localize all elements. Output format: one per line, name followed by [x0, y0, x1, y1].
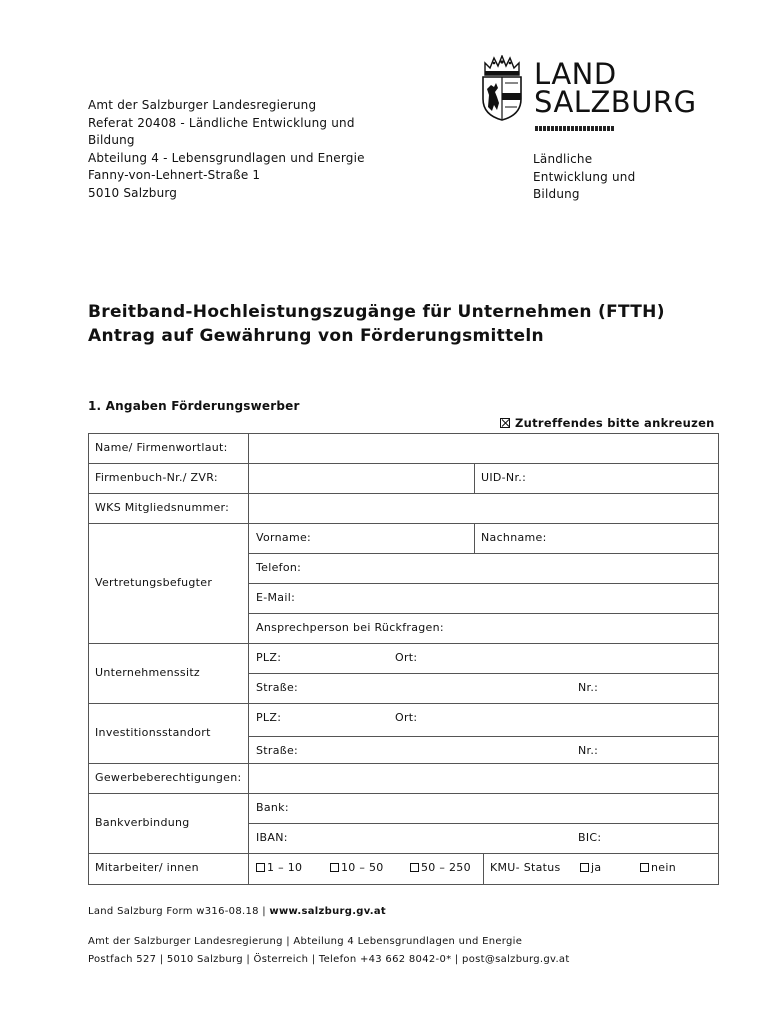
vertretungsbefugter-label: Vertretungsbefugter [95, 576, 213, 589]
address-line: Fanny-von-Lehnert-Straße 1 [88, 168, 261, 182]
option-label: 50 – 250 [421, 861, 471, 874]
checkbox-icon[interactable] [410, 863, 419, 872]
mitarbeiter-label: Mitarbeiter/ innen [95, 861, 199, 874]
section-heading: 1. Angaben Förderungswerber [88, 399, 300, 413]
sitz-ort-label: Ort: [395, 651, 418, 664]
investitionsstandort-label: Investitionsstandort [95, 726, 211, 739]
brand-wordmark-land: LAND [534, 57, 617, 91]
checkbox-icon[interactable] [256, 863, 265, 872]
uid-label: UID-Nr.: [481, 471, 527, 484]
invest-strasse-label: Straße: [256, 744, 299, 757]
range-10-50-option[interactable] [330, 861, 384, 875]
option-label: 10 – 50 [341, 861, 384, 874]
sitz-strasse-label: Straße: [256, 681, 299, 694]
address-line: 5010 Salzburg [88, 185, 178, 200]
invest-ort-label: Ort: [395, 711, 418, 724]
kmu-ja-option[interactable] [580, 861, 601, 875]
address-line: Referat 20408 - Ländliche Entwicklung und [88, 115, 355, 130]
footer-contact: Postfach 527 | 5010 Salzburg | Österreich | Telefon +43 662 8042-0* | post@salzburg.gv.at [88, 954, 570, 965]
form-id-text: Land Salzburg Form w316-08.18 | [88, 906, 266, 917]
address-line: Abteilung 4 - Lebensgrundlagen und Energie [88, 150, 365, 165]
range-50-250-option[interactable] [410, 861, 471, 875]
checkbox-icon[interactable] [640, 863, 649, 872]
footer-form-id [88, 906, 386, 917]
invest-nr-label: Nr.: [578, 744, 599, 757]
address-line: Bildung [88, 133, 135, 147]
checkbox-icon[interactable] [580, 863, 589, 872]
kmu-nein-option[interactable] [640, 861, 676, 875]
name-label: Name/ Firmenwortlaut: [95, 441, 228, 454]
sitz-plz-label: PLZ: [256, 651, 282, 664]
iban-label: IBAN: [256, 831, 288, 844]
kmu-status-label: KMU- Status [490, 861, 561, 874]
brand-wordmark-salzburg: SALZBURG [534, 85, 697, 119]
invest-plz-label: PLZ: [256, 711, 282, 724]
footer-office: Amt der Salzburger Landesregierung | Abteilung 4 Lebensgrundlagen und Energie [88, 936, 523, 947]
wks-label: WKS Mitgliedsnummer: [95, 501, 230, 514]
bic-label: BIC: [578, 831, 602, 844]
sitz-nr-label: Nr.: [578, 681, 599, 694]
hint-text: Zutreffendes bitte ankreuzen [515, 416, 715, 430]
telefon-label: Telefon: [256, 561, 302, 574]
department-line: Bildung [533, 187, 580, 201]
option-label: nein [651, 861, 676, 874]
title-line-1: Breitband-Hochleistungszugänge für Unternehmen (FTTH) [88, 302, 665, 322]
address-line: Amt der Salzburger Landesregierung [88, 98, 317, 112]
department-line: Entwicklung und [533, 169, 636, 184]
unternehmenssitz-label: Unternehmenssitz [95, 666, 201, 679]
firmenbuch-label: Firmenbuch-Nr./ ZVR: [95, 471, 218, 484]
range-1-10-option[interactable] [256, 861, 302, 875]
department-line: Ländliche [533, 152, 593, 166]
vorname-label: Vorname: [256, 531, 312, 544]
email-label: E-Mail: [256, 591, 296, 604]
website-link[interactable]: www.salzburg.gv.at [269, 906, 386, 917]
gewerbeberechtigungen-label: Gewerbeberechtigungen: [95, 771, 242, 784]
option-label: ja [591, 861, 602, 874]
option-label: 1 – 10 [267, 861, 303, 874]
nachname-label: Nachname: [481, 531, 547, 544]
bankverbindung-label: Bankverbindung [95, 816, 190, 829]
checkbox-icon[interactable] [330, 863, 339, 872]
bank-label: Bank: [256, 801, 289, 814]
ansprechperson-label: Ansprechperson bei Rückfragen: [256, 621, 444, 634]
title-line-2: Antrag auf Gewährung von Förderungsmitteln [88, 326, 544, 346]
